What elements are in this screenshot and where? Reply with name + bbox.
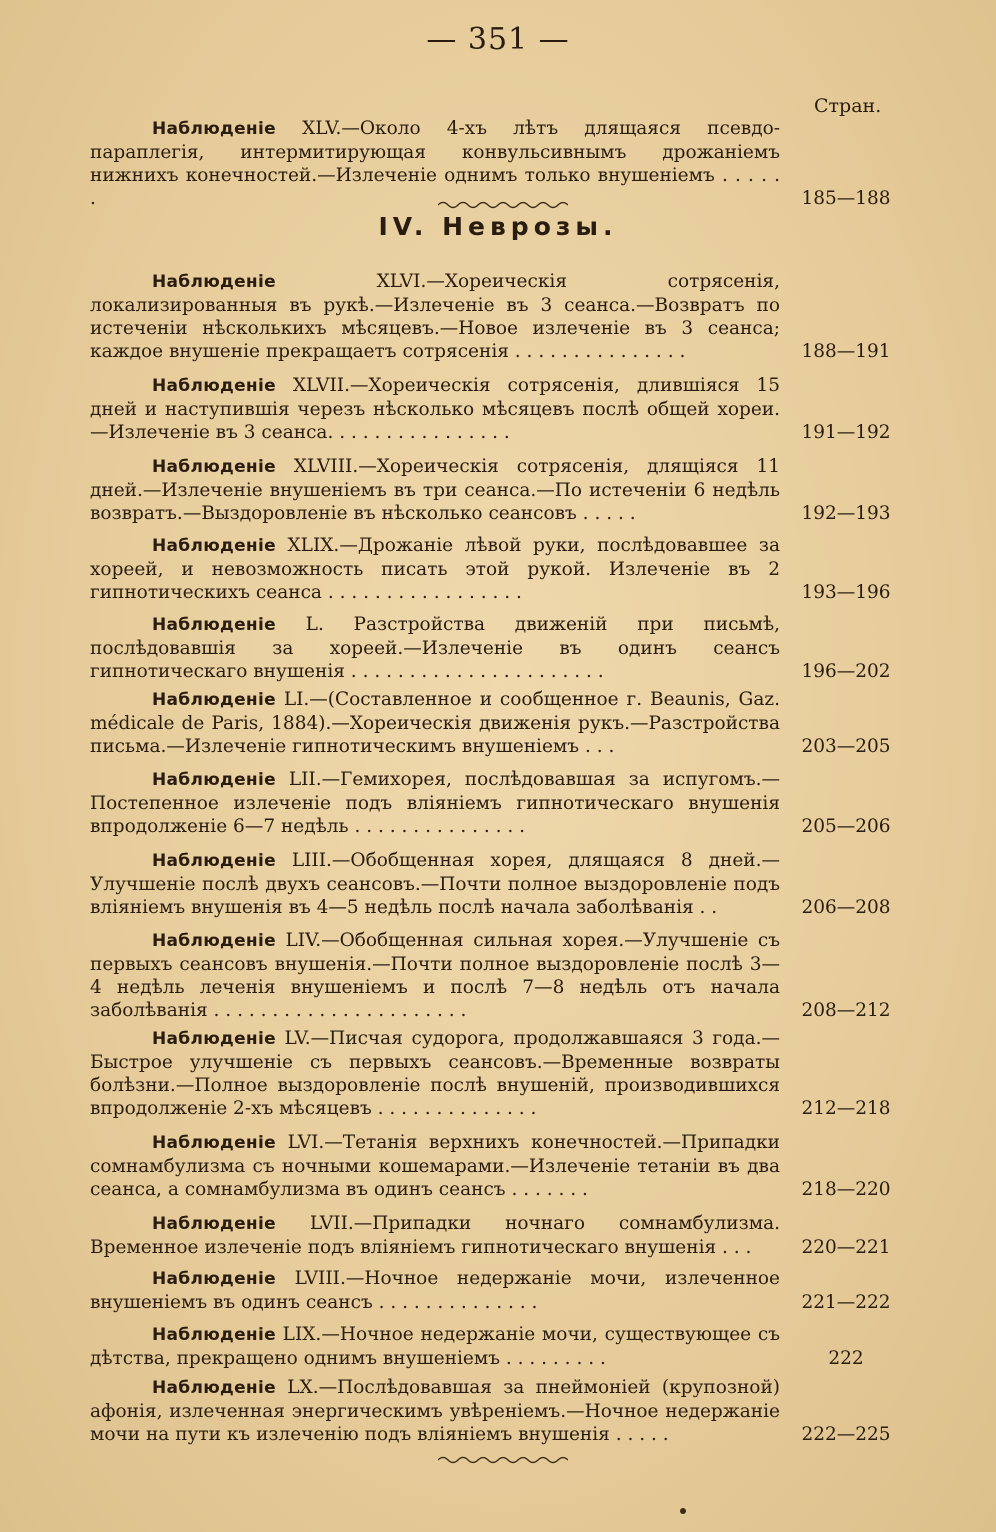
entry-label: Наблюденіе bbox=[152, 119, 276, 139]
entry-label: Наблюденіе bbox=[152, 1378, 276, 1398]
entry-label: Наблюденіе bbox=[152, 272, 276, 292]
toc-entry bbox=[90, 1212, 896, 1259]
entry-pages: 208—212 bbox=[801, 1000, 891, 1021]
toc-entry bbox=[90, 929, 896, 1022]
entry-text: XLVII.—Хореическія сотрясенія, длившіяся 15 дней и наступившія черезъ нѣсколько мѣсяцевъ послѣ общей хореи.—Излеченіе въ 3 сеанса. . . . . . . . . . . . . . . . bbox=[90, 375, 780, 443]
toc-entry bbox=[90, 1131, 896, 1201]
entry-pages: 221—222 bbox=[801, 1292, 891, 1313]
entry-pages: 192—193 bbox=[801, 503, 891, 524]
pages-column-header: Стран. bbox=[814, 95, 882, 117]
entry-pages: 205—206 bbox=[801, 816, 891, 837]
entry-text: LIII.—Обобщенная хорея, длящаяся 8 дней.—Улучшеніе послѣ двухъ сеансовъ.—Почти полное выздоровленіе подъ вліяніемъ внушенія въ 4—5 недѣль послѣ начала заболѣванія . . bbox=[90, 850, 780, 918]
entry-pages: 222—225 bbox=[801, 1424, 891, 1445]
entry-label: Наблюденіе bbox=[152, 770, 276, 790]
toc-entry bbox=[90, 1267, 896, 1314]
toc-entry bbox=[90, 1376, 896, 1446]
entry-text: LIV.—Обобщенная сильная хорея.—Улучшеніе съ первыхъ сеансовъ внушенія.—Почти полное выздоровленіе послѣ 3—4 недѣль леченія внушеніемъ и послѣ 7—8 недѣль отъ начала заболѣванія . . . . . . . . . . . . . . . . . . . . . . bbox=[90, 930, 780, 1021]
toc-entry bbox=[90, 1323, 896, 1370]
toc-entry bbox=[90, 849, 896, 919]
entry-label: Наблюденіе bbox=[152, 851, 276, 871]
entry-text: LVI.—Тетанія верхнихъ конечностей.—Припадки сомнамбулизма съ ночными кошемарами.—Излеченіе тетаніи въ два сеанса, а сомнамбулизма въ одинъ сеансъ . . . . . . . bbox=[90, 1132, 780, 1200]
toc-entry bbox=[90, 374, 896, 444]
entry-text: L. Разстройства движеній при письмѣ, послѣдовавшія за хореей.—Излеченіе въ одинъ сеансъ гипнотическаго внушенія . . . . . . . . . . . . . . . . . . . . . . bbox=[90, 614, 780, 682]
ornament-divider bbox=[438, 1455, 568, 1465]
toc-entry bbox=[90, 117, 896, 210]
entry-pages: 212—218 bbox=[801, 1098, 891, 1119]
ink-spot bbox=[680, 1508, 686, 1514]
entry-label: Наблюденіе bbox=[152, 1029, 276, 1049]
entry-label: Наблюденіе bbox=[152, 1269, 276, 1289]
toc-entry bbox=[90, 534, 896, 604]
toc-entry bbox=[90, 270, 896, 363]
entry-text: LI.—(Составленное и сообщенное г. Beaunis, Gaz. médicale de Paris, 1884).—Хореическія движенія рукъ.—Разстройства письма.—Излеченіе гипнотическимъ внушеніемъ . . . bbox=[90, 689, 780, 757]
page-number: — 351 — bbox=[426, 22, 570, 57]
entry-label: Наблюденіе bbox=[152, 690, 276, 710]
entry-pages: 222 bbox=[828, 1348, 864, 1369]
entry-text: XLVI.—Хореическія сотрясенія, локализированныя въ рукѣ.—Излеченіе въ 3 сеанса.—Возвратъ по истеченіи нѣсколькихъ мѣсяцевъ.—Новое излеченіе въ 3 сеанса; каждое внушеніе прекращаетъ сотрясенія . . . . . . . . . . . . . . . bbox=[90, 271, 780, 362]
toc-entry bbox=[90, 688, 896, 758]
entry-text: LII.—Гемихорея, послѣдовавшая за испугомъ.—Постепенное излеченіе подъ вліяніемъ гипнотическаго внушенія впродолженіе 6—7 недѣль . . . . . . . . . . . . . . . bbox=[90, 769, 780, 837]
entry-pages: 193—196 bbox=[801, 582, 891, 603]
toc-entry bbox=[90, 768, 896, 838]
toc-entry bbox=[90, 1027, 896, 1120]
entry-text: LV.—Писчая судорога, продолжавшаяся 3 года.—Быстрое улучшеніе съ первыхъ сеансовъ.—Временные возвраты болѣзни.—Полное выздоровленіе послѣ внушеній, производившихся впродолженіе 2-хъ мѣсяцевъ . . . . . . . . . . . . . . bbox=[90, 1028, 780, 1119]
entry-pages: 203—205 bbox=[801, 736, 891, 757]
entry-label: Наблюденіе bbox=[152, 536, 276, 556]
entry-text: XLV.—Около 4-хъ лѣтъ длящаяся псевдо-параплегія, интермитирующая конвульсивнымъ дрожаніемъ нижнихъ конечностей.—Излеченіе однимъ только внушеніемъ . . . . . . bbox=[90, 118, 780, 209]
entry-label: Наблюденіе bbox=[152, 615, 276, 635]
entry-text: LVII.—Припадки ночнаго сомнамбулизма. Временное излеченіе подъ вліяніемъ гипнотическаго внушенія . . . bbox=[90, 1213, 780, 1258]
entry-label: Наблюденіе bbox=[152, 1133, 276, 1153]
entry-text: LX.—Послѣдовавшая за пнеймоніей (крупозной) афонія, излеченная энергическимъ увѣреніемъ.—Ночное недержаніе мочи на пути къ излеченію подъ вліяніемъ внушенія . . . . . bbox=[90, 1377, 780, 1445]
entry-label: Наблюденіе bbox=[152, 1214, 276, 1234]
entry-label: Наблюденіе bbox=[152, 1325, 276, 1345]
entry-pages: 188—191 bbox=[801, 341, 891, 362]
entry-label: Наблюденіе bbox=[152, 376, 276, 396]
toc-entry bbox=[90, 613, 896, 683]
entry-pages: 191—192 bbox=[801, 422, 891, 443]
entry-pages: 196—202 bbox=[801, 661, 891, 682]
entry-label: Наблюденіе bbox=[152, 931, 276, 951]
entry-pages: 185—188 bbox=[801, 188, 891, 209]
entry-pages: 218—220 bbox=[801, 1179, 891, 1200]
ornament-divider bbox=[438, 200, 568, 210]
entry-text: XLIX.—Дрожаніе лѣвой руки, послѣдовавшее за хореей, и невозможность писать этой рукой. Излеченіе въ 2 гипнотическихъ сеанса . . . . . . . . . . . . . . . . . bbox=[90, 535, 780, 603]
entry-pages: 220—221 bbox=[801, 1237, 891, 1258]
entry-pages: 206—208 bbox=[801, 897, 891, 918]
toc-entry bbox=[90, 455, 896, 525]
entry-text: LVIII.—Ночное недержаніе мочи, излеченное внушеніемъ въ одинъ сеансъ . . . . . . . . . . . . . . bbox=[90, 1268, 780, 1313]
entry-text: LIX.—Ночное недержаніе мочи, существующее съ дѣтства, прекращено однимъ внушеніемъ . . . . . . . . . bbox=[90, 1324, 780, 1369]
entry-label: Наблюденіе bbox=[152, 457, 276, 477]
entry-text: XLVIII.—Хореическія сотрясенія, длящіяся 11 дней.—Излеченіе внушеніемъ въ три сеанса.—По истеченіи 6 недѣль возвратъ.—Выздоровленіе въ нѣсколько сеансовъ . . . . . bbox=[90, 456, 780, 524]
section-title: IV. Неврозы. bbox=[378, 212, 618, 241]
